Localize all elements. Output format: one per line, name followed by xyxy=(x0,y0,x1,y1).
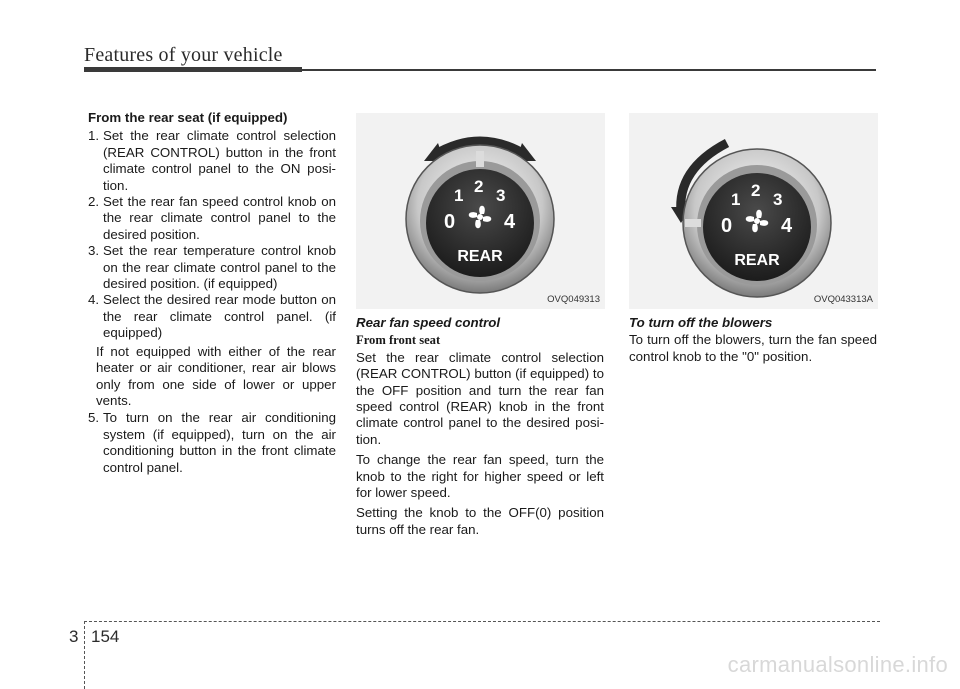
knob-label-1: 1 xyxy=(454,186,464,205)
header-rule xyxy=(302,69,876,71)
paragraph: Setting the knob to the OFF(0) position turns off the rear fan. xyxy=(356,505,604,537)
page-header-title: Features of your vehicle xyxy=(84,44,283,66)
step-item xyxy=(88,243,336,292)
knob-label-3: 3 xyxy=(773,190,783,209)
note-text: If not equipped with either of the rear heater or air conditioner, rear air blows only from one side of lower or upper vents. xyxy=(96,343,336,408)
middle-column xyxy=(356,315,604,542)
step-number: 4. xyxy=(88,292,100,308)
knob-label-1: 1 xyxy=(731,190,741,209)
knob-off-illustration xyxy=(629,113,878,309)
knob-pointer xyxy=(476,151,484,167)
knob-label-0: 0 xyxy=(444,211,456,233)
figure-code: OVQ043313A xyxy=(813,294,873,305)
step-text: Set the rear temperature control knob on the rear climate control panel to the desired position. (if equipped) xyxy=(103,243,336,292)
step-item xyxy=(88,128,336,194)
figure-code: OVQ049313 xyxy=(547,294,600,305)
right-column xyxy=(629,315,877,369)
step-number: 5. xyxy=(88,410,100,426)
step-text: Set the rear climate control selection (REAR CONTROL) button in the front climate control panel to the ON posi-tion. xyxy=(103,128,336,193)
step-item xyxy=(88,194,336,243)
knob-label-2: 2 xyxy=(751,181,761,200)
header-bar xyxy=(84,67,302,72)
step-item xyxy=(88,410,336,476)
paragraph: To turn off the blowers, turn the fan speed control knob to the "0" position. xyxy=(629,332,877,364)
knob-label-4: 4 xyxy=(504,211,516,233)
knob-name-label: REAR xyxy=(457,248,503,265)
step-item xyxy=(88,292,336,341)
step-number: 3. xyxy=(88,243,100,259)
footer-divider xyxy=(84,621,85,689)
figure-rear-fan-knob xyxy=(356,113,605,309)
paragraph: Set the rear climate control selection (REAR CONTROL) button (if equipped) to the OFF position and turn the rear fan speed control (REAR) knob in the front climate control panel to the desired posi-tion. xyxy=(356,349,604,447)
knob-label-0: 0 xyxy=(721,215,733,237)
watermark: carmanualsonline.info xyxy=(727,652,948,677)
footer-rule xyxy=(84,621,880,622)
chapter-number: 3 xyxy=(69,627,79,646)
step-number: 2. xyxy=(88,194,100,210)
knob-pointer xyxy=(685,219,701,227)
knob-label-3: 3 xyxy=(496,186,506,205)
rear-fan-knob-illustration xyxy=(356,113,605,309)
section-title: Rear fan speed control xyxy=(356,315,501,330)
subheading: From front seat xyxy=(356,333,441,348)
section-title: To turn off the blowers xyxy=(629,315,773,330)
step-number: 1. xyxy=(88,128,100,144)
paragraph: To change the rear fan speed, turn the knob to the right for higher speed or left for lower speed. xyxy=(356,452,604,501)
step-text: Set the rear fan speed control knob on the rear climate control panel to the desired position. xyxy=(103,194,336,242)
left-column xyxy=(88,110,336,476)
step-text: To turn on the rear air conditioning system (if equipped), turn on the air conditioning button in the front climate control panel. xyxy=(103,410,336,475)
knob-name-label: REAR xyxy=(734,252,780,269)
page-number: 154 xyxy=(91,627,120,646)
step-text: Select the desired rear mode button on the rear climate control panel. (if equipped) xyxy=(103,292,336,341)
knob-label-4: 4 xyxy=(781,215,793,237)
knob-label-2: 2 xyxy=(474,177,484,196)
section-heading: From the rear seat (if equipped) xyxy=(88,110,288,125)
figure-knob-off-position xyxy=(629,113,878,309)
